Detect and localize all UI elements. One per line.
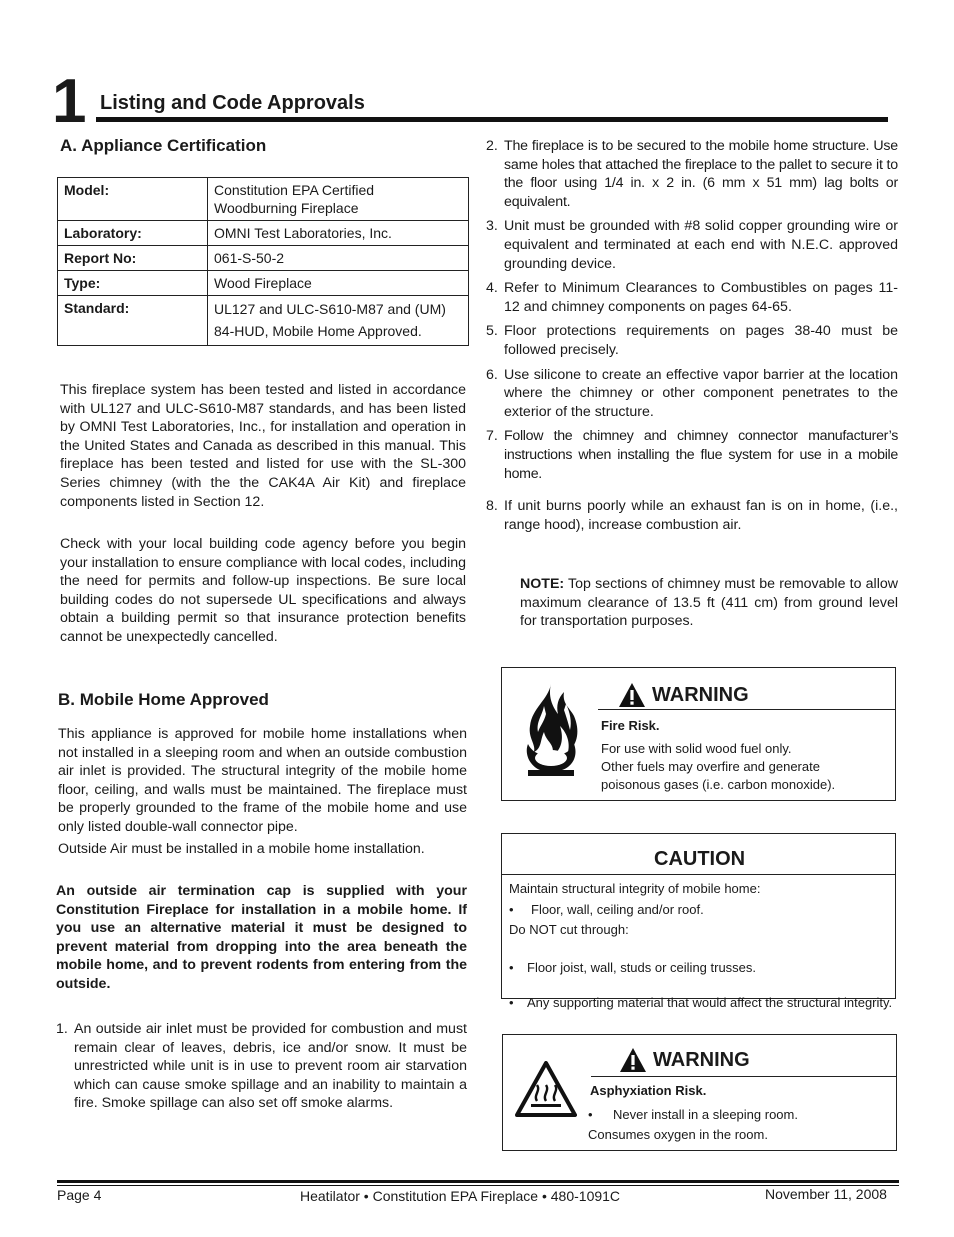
table-row — [58, 296, 469, 346]
warning-item-1: Never install in a sleeping room. — [613, 1107, 798, 1122]
table-value: 061-S-50-2 — [208, 246, 469, 271]
table-key: Model: — [58, 178, 208, 221]
chapter-title: Listing and Code Approvals — [100, 92, 365, 114]
table-row — [58, 221, 469, 246]
warning-box-fire — [501, 667, 896, 801]
warning-box-asphyxiation — [502, 1034, 897, 1151]
caution-box — [501, 833, 896, 1010]
list-item — [486, 279, 898, 316]
list-item — [486, 366, 898, 422]
list-item — [486, 217, 898, 273]
step-number: 4. — [486, 280, 498, 297]
step-text: Follow the chimney and chimney connector manufacturer’s instructions when installing the flue system for use in a mobile home. — [504, 428, 898, 482]
step-number: 8. — [486, 498, 498, 515]
step-text: Use silicone to create an effective vapor barrier at the location where the chimney or other component penetrates to the exterior of the structure. — [504, 366, 898, 420]
warning-line-2: Consumes oxygen in the room. — [588, 1127, 768, 1142]
table-key: Laboratory: — [58, 221, 208, 246]
step-number: 7. — [486, 428, 498, 445]
warning-heading — [618, 682, 749, 708]
step-list-left — [56, 1020, 467, 1113]
list-item — [486, 137, 898, 211]
warning-title: WARNING — [652, 683, 749, 706]
page-number: Page 4 — [57, 1187, 102, 1203]
bullet-icon: • — [588, 1107, 593, 1122]
step-text: Refer to Minimum Clearances to Combustibles on pages 11-12 and chimney components on pages 64-65. — [504, 280, 898, 315]
table-key: Report No: — [58, 246, 208, 271]
table-row — [58, 246, 469, 271]
note — [520, 575, 898, 631]
footer-date: November 11, 2008 — [765, 1186, 887, 1202]
footer-title: Heatilator • Constitution EPA Fireplace • 480-1091C — [300, 1188, 621, 1204]
table-key: Type: — [58, 271, 208, 296]
step-number: 1. — [56, 1021, 68, 1037]
certification-table — [57, 177, 469, 346]
section-b-paragraph-1: This appliance is approved for mobile home installations when not installed in a sleeping room and when an outside combustion air inlet is provided. The structural integrity of the mobile home floor, ceiling, and walls must be maintained. The fireplace must be properly grounded to the frame of the mobile home and use only listed double-wall connector pipe. — [58, 726, 467, 835]
bullet-icon: • — [509, 902, 514, 917]
bullet-icon: • — [509, 959, 514, 975]
note-label: NOTE: — [520, 576, 565, 592]
step-text: An outside air inlet must be provided for combustion and must remain clear of leaves, debris, ice and/or snow. It must be unrestricted while unit is in use to prevent room air starvation which can cause smoke spillage and an inability to maintain a fire. Smoke spillage can also set off smoke alarms. — [74, 1021, 467, 1112]
warning-subtitle: Fire Risk. — [601, 718, 660, 733]
step-text: If unit burns poorly while an exhaust fan is on in home, (i.e., range hood), increase combustion air. — [504, 498, 898, 533]
box-rule — [598, 709, 895, 710]
footer-rule — [57, 1180, 899, 1183]
note-text: Top sections of chimney must be removable to allow maximum clearance of 13.5 ft (411 cm) from ground level for transportation purposes. — [520, 576, 898, 630]
chapter-rule — [96, 117, 888, 122]
list-item — [486, 322, 898, 359]
table-value: Constitution EPA Certified Woodburning Fireplace — [208, 178, 469, 221]
step-1 — [56, 1020, 467, 1113]
list-item — [486, 497, 898, 534]
step-text: Floor protections requirements on pages 38-40 must be followed precisely. — [504, 323, 898, 358]
step-number: 3. — [486, 218, 498, 235]
warning-line-2: Other fuels may overfire and generate poisonous gases (i.e. carbon monoxide). — [601, 759, 836, 792]
table-row — [58, 178, 469, 221]
section-a-paragraph-2: Check with your local building code agency before you begin your installation to ensure compliance with local codes, including the need for permits and follow-up inspections. Be sure local building codes do not supersede UL specifications and always obtain a building permit so that insurance protection benefits cannot be unexpectedly cancelled. — [60, 536, 466, 645]
caution-item-3: Any supporting material that would affect the structural integrity. — [527, 995, 893, 1010]
caution-item-2: Floor joist, wall, studs or ceiling trusses. — [527, 959, 757, 975]
table-row — [58, 271, 469, 296]
step-list-right — [486, 137, 898, 534]
caution-intro-2: Do NOT cut through: — [509, 922, 629, 937]
section-b-bold-notice: An outside air termination cap is supplied with your Constitution Fireplace for installation in a mobile home. If you use an alternative material it must be designed to prevent material from dropping into the area beneath the mobile home, and to prevent rodents from entering from the outside. — [56, 883, 467, 992]
box-rule — [591, 1076, 896, 1077]
section-a-heading: A. Appliance Certification — [60, 136, 267, 155]
warning-line-1: For use with solid wood fuel only. — [601, 741, 792, 756]
hot-surface-icon — [515, 1061, 577, 1117]
section-b-paragraph-2: Outside Air must be installed in a mobile home installation. — [58, 841, 425, 857]
caution-item-1: Floor, wall, ceiling and/or roof. — [531, 902, 704, 917]
list-item — [56, 1020, 467, 1113]
caution-bullet-1 — [509, 901, 897, 919]
caution-intro: Maintain structural integrity of mobile home: — [509, 881, 761, 896]
numbered-steps — [486, 137, 898, 534]
table-key: Standard: — [58, 296, 208, 346]
warning-triangle-icon — [618, 682, 646, 708]
step-number: 2. — [486, 138, 498, 154]
caution-title: CAUTION — [654, 848, 746, 870]
fire-icon — [518, 682, 584, 780]
section-a-paragraph-1: This fireplace system has been tested and listed in accordance with UL127 and ULC-S610-M87 standards, and has been listed by OMNI Test Laboratories, Inc., for installation and operation in the United States and Canada as described in this manual. This fireplace has been tested and listed for use with the SL-300 Series chimney (with the the CAK4A Air Kit) and fireplace components listed in Section 12. — [60, 382, 466, 510]
step-text: The fireplace is to be secured to the mobile home structure. Use same holes that attached the fireplace to the pallet to secure it to the floor using 1/4 in. x 2 in. (6 mm x 51 mm) lag bolts or equivalent. — [504, 138, 898, 210]
table-value: UL127 and ULC-S610-M87 and (UM) 84-HUD, Mobile Home Approved. — [208, 296, 469, 346]
list-item — [486, 427, 898, 483]
warning-bullet-1 — [588, 1106, 906, 1124]
section-b-heading: B. Mobile Home Approved — [58, 690, 269, 709]
table-value: OMNI Test Laboratories, Inc. — [208, 221, 469, 246]
warning-triangle-icon — [619, 1047, 647, 1073]
step-number: 6. — [486, 366, 498, 383]
box-rule — [502, 874, 895, 875]
warning-heading — [619, 1047, 750, 1073]
warning-title: WARNING — [653, 1048, 750, 1071]
step-number: 5. — [486, 323, 498, 340]
chapter-number: 1 — [52, 67, 85, 136]
step-text: Unit must be grounded with #8 solid copper grounding wire or equivalent and terminated at each end with N.E.C. approved grounding device. — [504, 218, 898, 272]
bullet-icon: • — [509, 995, 514, 1010]
warning-subtitle: Asphyxiation Risk. — [590, 1083, 707, 1098]
caution-bullet-3 — [509, 994, 897, 1012]
caution-bullet-2 — [509, 959, 897, 977]
table-value: Wood Fireplace — [208, 271, 469, 296]
